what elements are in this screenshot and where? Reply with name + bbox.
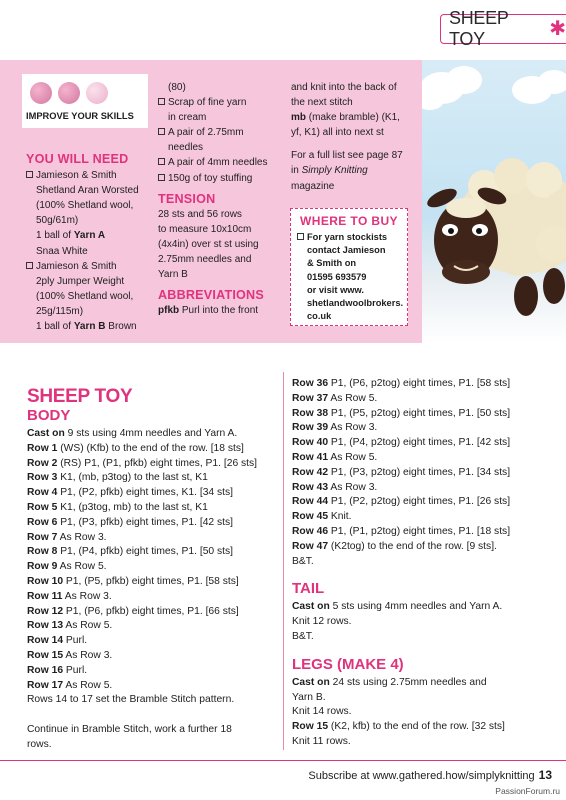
pattern-row: Row 46 P1, (P1, p2tog) eight times, P1. [18 sts] xyxy=(292,525,511,537)
yarn-ball-icon xyxy=(30,82,52,104)
need-item-2: Jamieson & Smith 2ply Jumper Weight (100% Shetland wool, 25g/115m) 1 ball of Yarn B Brown xyxy=(26,259,152,334)
checkbox-icon xyxy=(158,174,165,181)
body-pattern-column: SHEEP TOY BODY Cast on 9 sts using 4mm needles and Yarn A. Row 1 (WS) (Kfb) to the end of the row. [18 sts] Row 2 (RS) P1, (P1, pfkb) eight times, P1. [26 sts] Row 3 K1, (mb, p3tog) to the last st, K1 Row 4 P1, (P2, pfkb) eight times, K1. [34 sts] Row 5 K1, (p3tog, mb) to the last st, K1 Row 6 P1, (P3, pfkb) eight times, P1. [42 sts] Row 7 As Row 3. Row 8 P1, (P4, pfkb) eight times, P1. [50 sts] Row 9 As Row 5. Row 10 P1, (P5, pfkb) eight times, P1. [58 sts] Row 11 As Row 3. Row 12 P1, (P6, pfkb) eight times, P1. [66 sts] Row 13 As Row 5. Row 14 Purl. Row 15 As Row 3. Row 16 Purl. Row 17 As Row 5. Rows 14 to 17 set the Bramble Stitch pattern. Continue in Bramble Stitch, work a further 18 rows. xyxy=(27,387,277,753)
pattern-row: Row 47 (K2tog) to the end of the row. [9 sts]. xyxy=(292,540,497,552)
section-title: SHEEP TOY xyxy=(449,8,509,49)
section-header-tab xyxy=(440,8,566,49)
page-number: 13 xyxy=(538,768,552,782)
skills-label: IMPROVE YOUR SKILLS xyxy=(26,111,134,121)
you-will-need-section xyxy=(26,152,152,334)
pattern-row: Row 45 Knit. xyxy=(292,511,352,523)
pattern-row: Row 41 As Row 5. xyxy=(292,451,378,463)
asterisk-icon: ✱ xyxy=(549,18,566,40)
yarn-ball-icon xyxy=(58,82,80,104)
checkbox-icon xyxy=(158,158,165,165)
tail-heading: TAIL xyxy=(292,580,325,598)
checkbox-icon xyxy=(26,262,33,269)
pattern-row: Row 13 As Row 5. xyxy=(27,620,113,632)
checkbox-icon xyxy=(158,98,165,105)
pattern-row: Row 38 P1, (P5, p2tog) eight times, P1. [50 sts] xyxy=(292,407,511,419)
checkbox-icon xyxy=(297,233,304,240)
pattern-row: Row 14 Purl. xyxy=(27,635,88,647)
pattern-row: Row 15 As Row 3. xyxy=(27,649,113,661)
body-rows-list xyxy=(27,442,277,694)
you-will-need-heading: YOU WILL NEED xyxy=(26,152,129,166)
sheep-illustration xyxy=(422,60,566,343)
pattern-row: Row 36 P1, (P6, p2tog) eight times, P1. [58 sts] xyxy=(292,378,511,389)
where-to-buy-box xyxy=(290,208,408,326)
pattern-title: SHEEP TOY xyxy=(27,386,133,407)
subscribe-link[interactable]: Subscribe at www.gathered.how/simplyknitting xyxy=(308,770,535,782)
abbreviations-heading: ABBREVIATIONS xyxy=(158,288,264,303)
pattern-row: Row 17 As Row 5. xyxy=(27,679,113,691)
pattern-row: Row 3 K1, (mb, p3tog) to the last st, K1 xyxy=(27,472,208,484)
pattern-row: Row 9 As Row 5. xyxy=(27,561,107,573)
pattern-row: Row 11 As Row 3. xyxy=(27,590,112,602)
pattern-row: Row 5 K1, (p3tog, mb) to the last st, K1 xyxy=(27,501,208,513)
legs-heading: LEGS (MAKE 4) xyxy=(292,655,404,673)
need-item-1: Jamieson & Smith Shetland Aran Worsted (100% Shetland wool, 50g/61m) 1 ball of Yarn A Snaa White xyxy=(26,168,152,259)
pattern-row: Row 43 As Row 3. xyxy=(292,481,378,493)
materials-tension-column: (80) Scrap of fine yarn in cream A pair of 2.75mm needles A pair of 4mm needles 150g of toy stuffing TENSION 28 sts and 56 rows to measure 10x10cm (4x4in) over st st using 2.75mm needles and Yarn B ABBREVIATIONS pfkb Purl into the front xyxy=(158,80,284,318)
footer xyxy=(308,768,552,782)
pattern-row: Row 6 P1, (P3, pfkb) eight times, P1. [42 sts] xyxy=(27,516,234,528)
pattern-row: Row 37 As Row 5. xyxy=(292,392,378,404)
yarn-ball-icon xyxy=(86,82,108,104)
improve-skills-badge xyxy=(22,74,148,128)
pattern-row: Row 16 Purl. xyxy=(27,664,88,676)
pattern-row: Row 7 As Row 3. xyxy=(27,531,107,543)
pattern-row: Row 1 (WS) (Kfb) to the end of the row. [18 sts] xyxy=(27,442,244,454)
pattern-row: Row 2 (RS) P1, (P1, pfkb) eight times, P1. [26 sts] xyxy=(27,457,258,469)
abbreviations-continued: and knit into the back of the next stitch mb (make bramble) (K1, yf, K1) all into next st For a full list see page 87 in Simply Knitting magazine xyxy=(291,82,403,192)
right-rows-list xyxy=(292,377,557,555)
stockist-link[interactable]: shetlandwoolbrokers. xyxy=(307,298,404,309)
pattern-row: Row 10 P1, (P5, pfkb) eight times, P1. [58 sts] xyxy=(27,575,239,587)
where-to-buy-heading: WHERE TO BUY xyxy=(300,214,398,228)
watermark: PassionForum.ru xyxy=(495,786,560,796)
pattern-row: Row 44 P1, (P2, p2tog) eight times, P1. [26 sts] xyxy=(292,496,511,508)
right-pattern-column: Row 36 P1, (P6, p2tog) eight times, P1. [58 sts] Row 37 As Row 5. Row 38 P1, (P5, p2tog) eight times, P1. [50 sts] Row 39 As Row 3. Row 40 P1, (P4, p2tog) eight times, P1. [42 sts] Row 41 As Row 5. Row 42 P1, (P3, p2tog) eight times, P1. [34 sts] Row 43 As Row 3. Row 44 P1, (P2, p2tog) eight times, P1. [26 sts] Row 45 Knit. Row 46 P1, (P1, p2tog) eight times, P1. [18 sts] Row 47 (K2tog) to the end of the row. [9 sts]. B&T. TAIL Cast on 5 sts using 4mm needles and Yarn A. Knit 12 rows. B&T. LEGS (MAKE 4) Cast on 24 sts using 2.75mm needles and Yarn B. Knit 14 rows. Row 15 (K2, kfb) to the end of the row. [32 sts] Knit 11 rows. xyxy=(292,377,557,750)
pattern-row: Row 40 P1, (P4, p2tog) eight times, P1. [42 sts] xyxy=(292,437,511,449)
pattern-row: Row 12 P1, (P6, pfkb) eight times, P1. [66 sts] xyxy=(27,605,239,617)
where-to-buy-text: For yarn stockists contact Jamieson & Smith on 01595 693579 or visit www. shetlandwoolbrokers. co.uk xyxy=(297,231,401,323)
pattern-row: Row 42 P1, (P3, p2tog) eight times, P1. [34 sts] xyxy=(292,466,511,478)
pattern-row: Row 8 P1, (P4, pfkb) eight times, P1. [50 sts] xyxy=(27,546,234,558)
checkbox-icon xyxy=(158,128,165,135)
column-divider xyxy=(283,372,284,750)
checkbox-icon xyxy=(26,171,33,178)
body-heading: BODY xyxy=(27,407,71,424)
pattern-row: Row 4 P1, (P2, pfkb) eight times, K1. [34 sts] xyxy=(27,487,234,499)
footer-rule xyxy=(0,760,566,761)
pattern-row: Row 39 As Row 3. xyxy=(292,422,378,434)
sheep-toy-photo xyxy=(422,60,566,343)
tension-heading: TENSION xyxy=(158,191,216,206)
